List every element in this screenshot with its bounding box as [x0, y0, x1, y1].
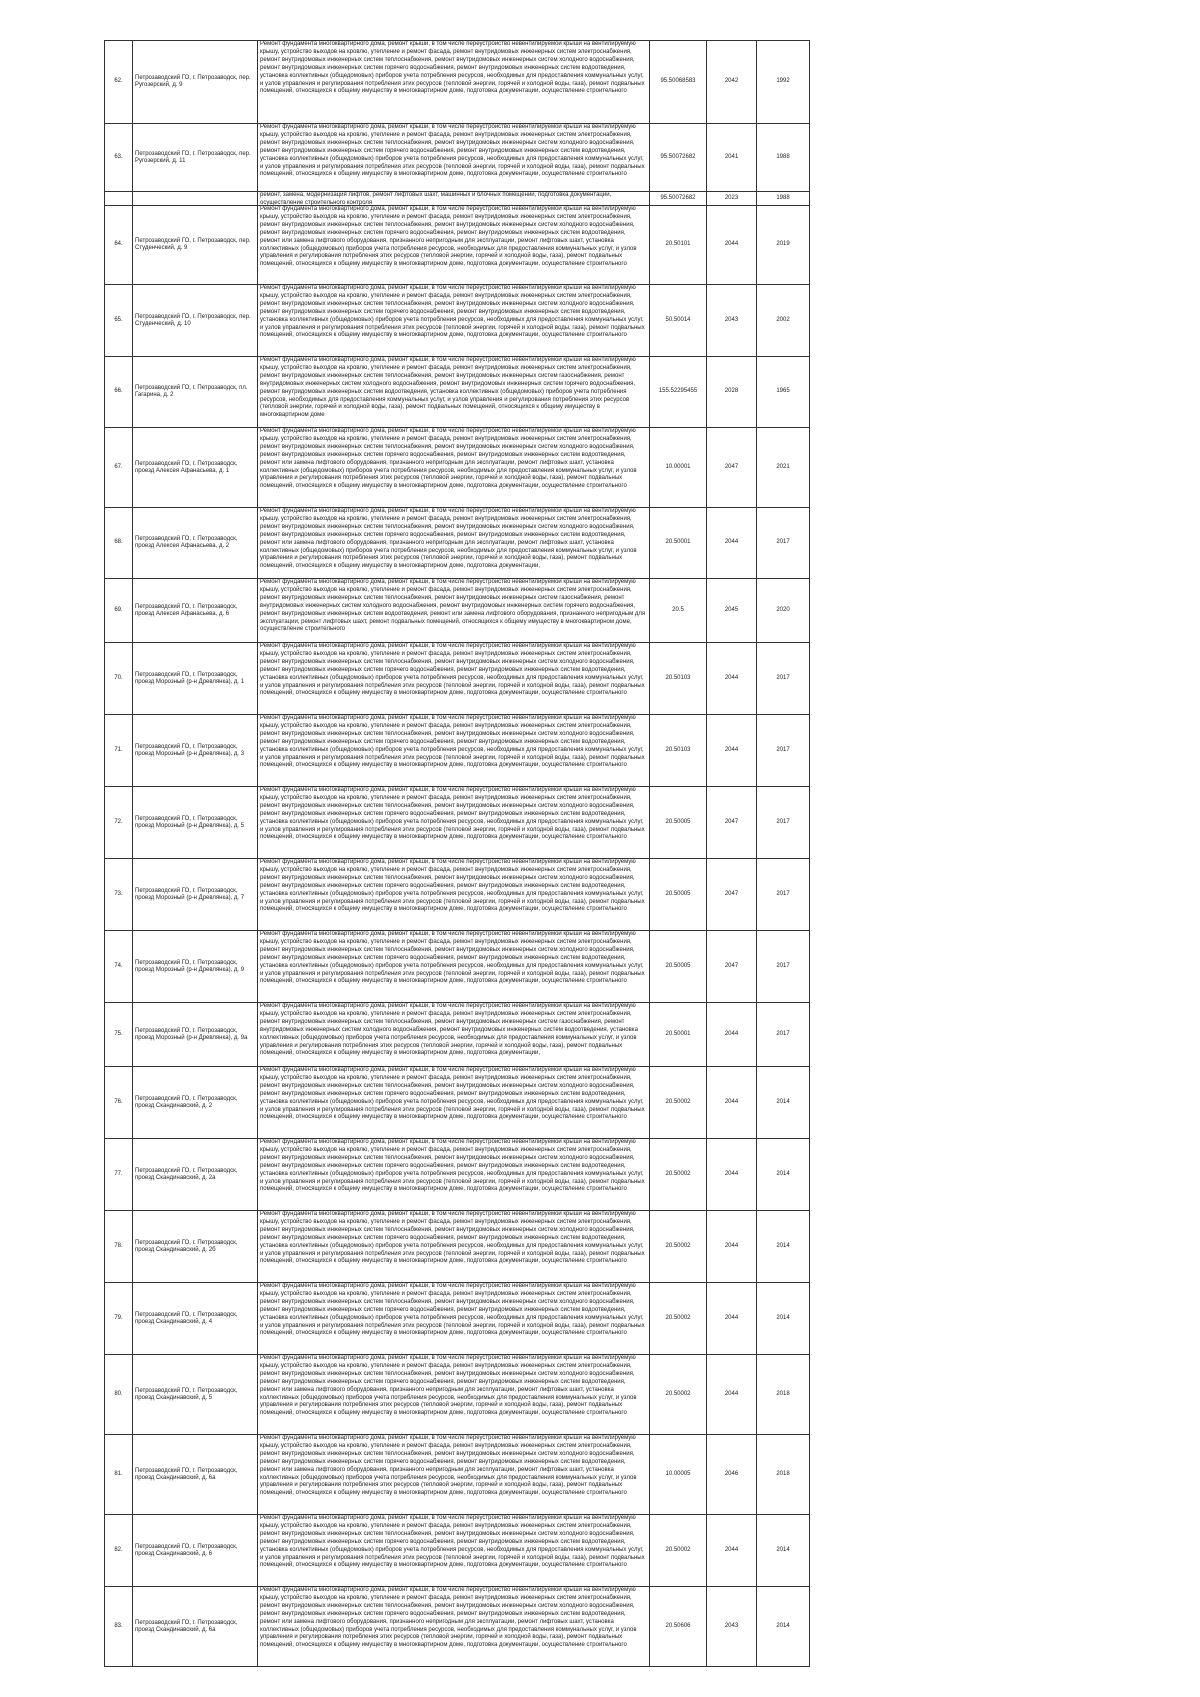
table-row [105, 428, 810, 508]
works-description-cell [258, 1435, 650, 1515]
table-row [105, 1003, 810, 1067]
planned-year-cell: 2044 [707, 1283, 757, 1355]
works-description-cell [258, 579, 650, 643]
works-description-text: Ремонт фундамента многоквартирного дома, ремонт крыши, в том числе переустройство невентилируемой крыши на вентилируемую крышу, устройство выходов на кровлю, утепление и ремонт фасада, ремонт внутридомовых инженерных систем электроснабжения, ремонт внутридомовых инженерных систем теплоснабжения, ремонт внутридомовых инженерных систем холодного водоснабжения, ремонт внутридомовых инженерных систем горячего водоснабжения, ремонт внутридомовых инженерных систем водоотведения, ремонт или замена лифтового оборудования, признанного непригодным для эксплуатации, ремонт лифтовых шахт, установка коллективных (общедомовых) приборов учета потребления ресурсов, необходимых для предоставления коммунальных услуг, и узлов управления и регулирования потребления этих ресурсов (тепловой энергии, горячей и холодной воды, газа), ремонт подвальных помещений, относящихся к общему имуществу в многоквартирном доме, подготовка документации, осуществление строительного [260, 206, 637, 268]
table-row [105, 787, 810, 859]
works-description-text: Ремонт фундамента многоквартирного дома, ремонт крыши, в том числе переустройство невентилируемой крыши на вентилируемую крышу, устройство выходов на кровлю, утепление и ремонт фасада, ремонт внутридомовых инженерных систем электроснабжения, ремонт внутридомовых инженерных систем теплоснабжения, ремонт внутридомовых инженерных систем холодного водоснабжения, ремонт внутридомовых инженерных систем горячего водоснабжения, ремонт внутридомовых инженерных систем водоотведения, ремонт или замена лифтового оборудования, признанного непригодным для эксплуатации, ремонт лифтовых шахт, установка коллективных (общедомовых) приборов учета потребления ресурсов, необходимых для предоставления коммунальных услуг, и узлов управления и регулирования потребления этих ресурсов (тепловой энергии, горячей и холодной воды, газа), ремонт подвальных помещений, относящихся к общему имуществу в многоквартирном доме, подготовка документации, [260, 508, 637, 570]
works-description-cell [258, 206, 650, 285]
table-row [105, 1435, 810, 1515]
works-description-cell [258, 1139, 650, 1211]
row-number: 63. [105, 124, 133, 192]
build-year-cell: 2017 [757, 787, 810, 859]
planned-year-cell: 2047 [707, 428, 757, 508]
works-description-text: Ремонт фундамента многоквартирного дома, ремонт крыши, в том числе переустройство невентилируемой крыши на вентилируемую крышу, устройство выходов на кровлю, утепление и ремонт фасада, ремонт внутридомовых инженерных систем электроснабжения, ремонт внутридомовых инженерных систем теплоснабжения, ремонт внутридомовых инженерных систем холодного водоснабжения, ремонт внутридомовых инженерных систем горячего водоснабжения, ремонт внутридомовых инженерных систем водоотведения, установка коллективных (общедомовых) приборов учета потребления ресурсов, необходимых для предоставления коммунальных услуг, и узлов управления и регулирования потребления этих ресурсов (тепловой энергии, горячей и холодной воды, газа), ремонт подвальных помещений, относящихся к общему имуществу в многоквартирном доме, подготовка документации, осуществление строительного [260, 1139, 645, 1193]
table-row [105, 1139, 810, 1211]
address-cell [133, 192, 258, 206]
address-cell: Петрозаводский ГО, г. Петрозаводск, проезд Скандинавский, д. 2 [133, 1067, 258, 1139]
works-description-cell [258, 643, 650, 715]
cost-cell: 20.50002 [650, 1139, 707, 1211]
planned-year-cell: 2045 [707, 579, 757, 643]
row-number: 77. [105, 1139, 133, 1211]
address-cell: Петрозаводский ГО, г. Петрозаводск, проезд Скандинавский, д. 4 [133, 1283, 258, 1355]
works-description-text: Ремонт фундамента многоквартирного дома, ремонт крыши, в том числе переустройство невентилируемой крыши на вентилируемую крышу, устройство выходов на кровлю, утепление и ремонт фасада, ремонт внутридомовых инженерных систем электроснабжения, ремонт внутридомовых инженерных систем теплоснабжения, ремонт внутридомовых инженерных систем холодного водоснабжения, ремонт внутридомовых инженерных систем горячего водоснабжения, ремонт внутридомовых инженерных систем водоотведения, установка коллективных (общедомовых) приборов учета потребления ресурсов, необходимых для предоставления коммунальных услуг, и узлов управления и регулирования потребления этих ресурсов (тепловой энергии, горячей и холодной воды, газа), ремонт подвальных помещений, относящихся к общему имуществу в многоквартирном доме, подготовка документации, осуществление строительного [260, 1283, 645, 1337]
planned-year-cell: 2044 [707, 643, 757, 715]
row-number: 73. [105, 859, 133, 931]
address-cell: Петрозаводский ГО, г. Петрозаводск, проезд Скандинавский, д. 5 [133, 1355, 258, 1435]
row-number: 79. [105, 1283, 133, 1355]
works-description-cell [258, 285, 650, 357]
cost-cell: 10.00001 [650, 428, 707, 508]
planned-year-cell: 2044 [707, 1515, 757, 1587]
table-row [105, 124, 810, 192]
row-number: 72. [105, 787, 133, 859]
address-cell: Петрозаводский ГО, г. Петрозаводск, проезд Скандинавский, д. 6 [133, 1515, 258, 1587]
build-year-cell: 2014 [757, 1067, 810, 1139]
build-year-cell: 2002 [757, 285, 810, 357]
row-number: 62. [105, 41, 133, 124]
row-number: 65. [105, 285, 133, 357]
planned-year-cell: 2044 [707, 1003, 757, 1067]
works-description-text: Ремонт фундамента многоквартирного дома, ремонт крыши, в том числе переустройство невентилируемой крыши на вентилируемую крышу, устройство выходов на кровлю, утепление и ремонт фасада, ремонт внутридомовых инженерных систем электроснабжения, ремонт внутридомовых инженерных систем теплоснабжения, ремонт внутридомовых инженерных систем холодного водоснабжения, ремонт внутридомовых инженерных систем горячего водоснабжения, ремонт внутридомовых инженерных систем водоотведения, установка коллективных (общедомовых) приборов учета потребления ресурсов, необходимых для предоставления коммунальных услуг, и узлов управления и регулирования потребления этих ресурсов (тепловой энергии, горячей и холодной воды, газа), ремонт подвальных помещений, относящихся к общему имуществу в многоквартирном доме, подготовка документации, осуществление строительного [260, 715, 645, 769]
works-description-text: Ремонт фундамента многоквартирного дома, ремонт крыши, в том числе переустройство невентилируемой крыши на вентилируемую крышу, устройство выходов на кровлю, утепление и ремонт фасада, ремонт внутридомовых инженерных систем электроснабжения, ремонт внутридомовых инженерных систем теплоснабжения, ремонт внутридомовых инженерных систем холодного водоснабжения, ремонт внутридомовых инженерных систем горячего водоснабжения, ремонт внутридомовых инженерных систем водоотведения, установка коллективных (общедомовых) приборов учета потребления ресурсов, необходимых для предоставления коммунальных услуг, и узлов управления и регулирования потребления этих ресурсов (тепловой энергии, горячей и холодной воды, газа), ремонт подвальных помещений, относящихся к общему имуществу в многоквартирном доме, подготовка документации, осуществление строительного [260, 859, 645, 913]
works-description-text: Ремонт фундамента многоквартирного дома, ремонт крыши, в том числе переустройство невентилируемой крыши на вентилируемую крышу, устройство выходов на кровлю, утепление и ремонт фасада, ремонт внутридомовых инженерных систем электроснабжения, ремонт внутридомовых инженерных систем теплоснабжения, ремонт внутридомовых инженерных систем холодного водоснабжения, ремонт внутридомовых инженерных систем горячего водоснабжения, ремонт внутридомовых инженерных систем водоотведения, установка коллективных (общедомовых) приборов учета потребления ресурсов, необходимых для предоставления коммунальных услуг, и узлов управления и регулирования потребления этих ресурсов (тепловой энергии, горячей и холодной воды, газа), ремонт подвальных помещений, относящихся к общему имуществу в многоквартирном доме, подготовка документации, осуществление строительного [260, 41, 645, 95]
works-description-cell [258, 1211, 650, 1283]
table-row [105, 41, 810, 124]
address-cell: Петрозаводский ГО, г. Петрозаводск, проезд Морозный (р-н Древлянка), д. 7 [133, 859, 258, 931]
address-cell: Петрозаводский ГО, г. Петрозаводск, проезд Скандинавский, д. 6а [133, 1587, 258, 1667]
table-row [105, 715, 810, 787]
cost-cell: 20.50001 [650, 508, 707, 579]
address-cell: Петрозаводский ГО, г. Петрозаводск, проезд Алексея Афанасьева, д. 6 [133, 579, 258, 643]
cost-cell: 95.50068583 [650, 41, 707, 124]
planned-year-cell: 2044 [707, 1139, 757, 1211]
works-description-cell [258, 787, 650, 859]
row-number: 83. [105, 1587, 133, 1667]
planned-year-cell: 2023 [707, 192, 757, 206]
row-number: 82. [105, 1515, 133, 1587]
cost-cell: 20.50606 [650, 1587, 707, 1667]
build-year-cell: 1988 [757, 124, 810, 192]
cost-cell: 20.50103 [650, 643, 707, 715]
works-description-text: Ремонт фундамента многоквартирного дома, ремонт крыши, в том числе переустройство невентилируемой крыши на вентилируемую крышу, устройство выходов на кровлю, утепление и ремонт фасада, ремонт внутридомовых инженерных систем электроснабжения, ремонт внутридомовых инженерных систем теплоснабжения, ремонт внутридомовых инженерных систем холодного водоснабжения, ремонт внутридомовых инженерных систем горячего водоснабжения, ремонт внутридомовых инженерных систем водоотведения, установка коллективных (общедомовых) приборов учета потребления ресурсов, необходимых для предоставления коммунальных услуг, и узлов управления и регулирования потребления этих ресурсов (тепловой энергии, горячей и холодной воды, газа), ремонт подвальных помещений, относящихся к общему имуществу в многоквартирном доме, подготовка документации, осуществление строительного [260, 124, 645, 178]
cost-cell: 20.50002 [650, 1283, 707, 1355]
build-year-cell: 2017 [757, 715, 810, 787]
row-number: 69. [105, 579, 133, 643]
planned-year-cell: 2044 [707, 1067, 757, 1139]
row-number: 80. [105, 1355, 133, 1435]
planned-year-cell: 2047 [707, 859, 757, 931]
cost-cell: 20.50005 [650, 787, 707, 859]
cost-cell: 95.50072682 [650, 192, 707, 206]
address-cell: Петрозаводский ГО, г. Петрозаводск, пер. Студенческий, д. 10 [133, 285, 258, 357]
table-row [105, 1211, 810, 1283]
cost-cell: 20.50103 [650, 715, 707, 787]
row-number: 64. [105, 206, 133, 285]
build-year-cell: 1988 [757, 192, 810, 206]
cost-cell: 50.50014 [650, 285, 707, 357]
works-description-text: Ремонт фундамента многоквартирного дома, ремонт крыши, в том числе переустройство невентилируемой крыши на вентилируемую крышу, устройство выходов на кровлю, утепление и ремонт фасада, ремонт внутридомовых инженерных систем электроснабжения, ремонт внутридомовых инженерных систем теплоснабжения, ремонт внутридомовых инженерных систем холодного водоснабжения, ремонт внутридомовых инженерных систем горячего водоснабжения, ремонт внутридомовых инженерных систем водоотведения, установка коллективных (общедомовых) приборов учета потребления ресурсов, необходимых для предоставления коммунальных услуг, и узлов управления и регулирования потребления этих ресурсов (тепловой энергии, горячей и холодной воды, газа), ремонт подвальных помещений, относящихся к общему имуществу в многоквартирном доме, подготовка документации, осуществление строительного [260, 787, 645, 841]
capital-repair-schedule-table [104, 40, 810, 1667]
row-number: 68. [105, 508, 133, 579]
build-year-cell: 2020 [757, 579, 810, 643]
address-cell: Петрозаводский ГО, г. Петрозаводск, проезд Морозный (р-н Древлянка), д. 9а [133, 1003, 258, 1067]
row-number: 75. [105, 1003, 133, 1067]
table-row [105, 357, 810, 428]
works-description-cell [258, 715, 650, 787]
address-cell: Петрозаводский ГО, г. Петрозаводск, пер. Студенческий, д. 9 [133, 206, 258, 285]
works-description-text: Ремонт фундамента многоквартирного дома, ремонт крыши, в том числе переустройство невентилируемой крыши на вентилируемую крышу, устройство выходов на кровлю, утепление и ремонт фасада, ремонт внутридомовых инженерных систем электроснабжения, ремонт внутридомовых инженерных систем теплоснабжения, ремонт внутридомовых инженерных систем холодного водоснабжения, ремонт внутридомовых инженерных систем горячего водоснабжения, ремонт внутридомовых инженерных систем водоотведения, установка коллективных (общедомовых) приборов учета потребления ресурсов, необходимых для предоставления коммунальных услуг, и узлов управления и регулирования потребления этих ресурсов (тепловой энергии, горячей и холодной воды, газа), ремонт подвальных помещений, относящихся к общему имуществу в многоквартирном доме, подготовка документации, осуществление строительного [260, 285, 645, 339]
works-description-text: Ремонт фундамента многоквартирного дома, ремонт крыши, в том числе переустройство невентилируемой крыши на вентилируемую крышу, устройство выходов на кровлю, утепление и ремонт фасада, ремонт внутридомовых инженерных систем электроснабжения, ремонт внутридомовых инженерных систем теплоснабжения, ремонт внутридомовых инженерных систем холодного водоснабжения, ремонт внутридомовых инженерных систем горячего водоснабжения, ремонт внутридомовых инженерных систем водоотведения, установка коллективных (общедомовых) приборов учета потребления ресурсов, необходимых для предоставления коммунальных услуг, и узлов управления и регулирования потребления этих ресурсов (тепловой энергии, горячей и холодной воды, газа), ремонт подвальных помещений, относящихся к общему имуществу в многоквартирном доме, подготовка документации, осуществление строительного [260, 643, 645, 697]
build-year-cell: 2018 [757, 1355, 810, 1435]
works-description-text: Ремонт фундамента многоквартирного дома, ремонт крыши, в том числе переустройство невентилируемой крыши на вентилируемую крышу, устройство выходов на кровлю, утепление и ремонт фасада, ремонт внутридомовых инженерных систем электроснабжения, ремонт внутридомовых инженерных систем теплоснабжения, ремонт внутридомовых инженерных систем холодного водоснабжения, ремонт внутридомовых инженерных систем горячего водоснабжения, ремонт внутридомовых инженерных систем водоотведения, ремонт или замена лифтового оборудования, признанного непригодным для эксплуатации, ремонт лифтовых шахт, установка коллективных (общедомовых) приборов учета потребления ресурсов, необходимых для предоставления коммунальных услуг, и узлов управления и регулирования потребления этих ресурсов (тепловой энергии, горячей и холодной воды, газа), ремонт подвальных помещений, относящихся к общему имуществу в многоквартирном доме, подготовка документации, осуществление строительного [260, 428, 637, 490]
planned-year-cell: 2044 [707, 715, 757, 787]
works-description-text: Ремонт фундамента многоквартирного дома, ремонт крыши, в том числе переустройство невентилируемой крыши на вентилируемую крышу, устройство выходов на кровлю, утепление и ремонт фасада, ремонт внутридомовых инженерных систем электроснабжения, ремонт внутридомовых инженерных систем теплоснабжения, ремонт внутридомовых инженерных систем холодного водоснабжения, ремонт внутридомовых инженерных систем горячего водоснабжения, ремонт внутридомовых инженерных систем водоотведения, ремонт или замена лифтового оборудования, признанного непригодным для эксплуатации, ремонт лифтовых шахт, установка коллективных (общедомовых) приборов учета потребления ресурсов, необходимых для предоставления коммунальных услуг, и узлов управления и регулирования потребления этих ресурсов (тепловой энергии, горячей и холодной воды, газа), ремонт подвальных помещений, относящихся к общему имуществу в многоквартирном доме, подготовка документации, осуществление строительного [260, 1587, 637, 1649]
works-description-text: Ремонт фундамента многоквартирного дома, ремонт крыши, в том числе переустройство невентилируемой крыши на вентилируемую крышу, устройство выходов на кровлю, утепление и ремонт фасада, ремонт внутридомовых инженерных систем электроснабжения, ремонт внутридомовых инженерных систем теплоснабжения, ремонт внутридомовых инженерных систем газоснабжения, ремонт внутридомовых инженерных систем холодного водоснабжения, ремонт внутридомовых инженерных систем горячего водоснабжения, ремонт внутридомовых инженерных систем водоотведения, ремонт или замена лифтового оборудования, признанного непригодным для эксплуатации, ремонт лифтовых шахт, ремонт подвальных помещений, относящихся к общему имуществу в многоквартирном доме, осуществление строительного [260, 579, 646, 633]
build-year-cell: 2014 [757, 1211, 810, 1283]
cost-cell: 20.50005 [650, 859, 707, 931]
works-description-text: Ремонт фундамента многоквартирного дома, ремонт крыши, в том числе переустройство невентилируемой крыши на вентилируемую крышу, устройство выходов на кровлю, утепление и ремонт фасада, ремонт внутридомовых инженерных систем электроснабжения, ремонт внутридомовых инженерных систем теплоснабжения, ремонт внутридомовых инженерных систем холодного водоснабжения, ремонт внутридомовых инженерных систем горячего водоснабжения, ремонт внутридомовых инженерных систем водоотведения, ремонт или замена лифтового оборудования, признанного непригодным для эксплуатации, ремонт лифтовых шахт, установка коллективных (общедомовых) приборов учета потребления ресурсов, необходимых для предоставления коммунальных услуг, и узлов управления и регулирования потребления этих ресурсов (тепловой энергии, горячей и холодной воды, газа), ремонт подвальных помещений, относящихся к общему имуществу в многоквартирном доме, подготовка документации, осуществление строительного [260, 1435, 637, 1497]
build-year-cell: 2019 [757, 206, 810, 285]
cost-cell: 20.5 [650, 579, 707, 643]
cost-cell: 20.50005 [650, 931, 707, 1003]
row-number: 66. [105, 357, 133, 428]
works-description-cell [258, 357, 650, 428]
planned-year-cell: 2043 [707, 1587, 757, 1667]
works-description-text: Ремонт фундамента многоквартирного дома, ремонт крыши, в том числе переустройство невентилируемой крыши на вентилируемую крышу, устройство выходов на кровлю, утепление и ремонт фасада, ремонт внутридомовых инженерных систем электроснабжения, ремонт внутридомовых инженерных систем теплоснабжения, ремонт внутридомовых инженерных систем газоснабжения, ремонт внутридомовых инженерных систем холодного водоснабжения, ремонт внутридомовых инженерных систем водоотведения, установка коллективных (общедомовых) приборов учета потребления ресурсов, необходимых для предоставления коммунальных услуг, и узлов управления и регулирования потребления этих ресурсов (тепловой энергии, горячей и холодной воды, газа), ремонт подвальных помещений, относящихся к общему имуществу в многоквартирном доме, подготовка документации, [260, 1003, 638, 1057]
table-row [105, 859, 810, 931]
build-year-cell: 2021 [757, 428, 810, 508]
works-description-text: ремонт, замена, модернизация лифтов, ремонт лифтовых шахт, машинных и блочных помещений, подготовка документации, осуществление строительного контроля [260, 192, 612, 205]
table-row [105, 206, 810, 285]
address-cell: Петрозаводский ГО, г. Петрозаводск, пер. Ругозерский, д. 9 [133, 41, 258, 124]
cost-cell: 20.50002 [650, 1515, 707, 1587]
table-row [105, 579, 810, 643]
cost-cell: 10.00005 [650, 1435, 707, 1515]
planned-year-cell: 2046 [707, 1435, 757, 1515]
address-cell: Петрозаводский ГО, г. Петрозаводск, проезд Алексея Афанасьева, д. 1 [133, 428, 258, 508]
row-number: 71. [105, 715, 133, 787]
table-row [105, 1587, 810, 1667]
address-cell: Петрозаводский ГО, г. Петрозаводск, проезд Морозный (р-н Древлянка), д. 5 [133, 787, 258, 859]
cost-cell: 95.50072682 [650, 124, 707, 192]
cost-cell: 20.50002 [650, 1067, 707, 1139]
build-year-cell: 2014 [757, 1283, 810, 1355]
build-year-cell: 1965 [757, 357, 810, 428]
table-row [105, 192, 810, 206]
planned-year-cell: 2042 [707, 41, 757, 124]
row-number: 67. [105, 428, 133, 508]
address-cell: Петрозаводский ГО, г. Петрозаводск, проезд Морозный (р-н Древлянка), д. 9 [133, 931, 258, 1003]
cost-cell: 20.50002 [650, 1355, 707, 1435]
build-year-cell: 2017 [757, 508, 810, 579]
row-number [105, 192, 133, 206]
address-cell: Петрозаводский ГО, г. Петрозаводск, проезд Морозный (р-н Древлянка), д. 1 [133, 643, 258, 715]
works-description-cell [258, 1355, 650, 1435]
address-cell: Петрозаводский ГО, г. Петрозаводск, проезд Морозный (р-н Древлянка), д. 3 [133, 715, 258, 787]
build-year-cell: 2017 [757, 1003, 810, 1067]
build-year-cell: 2014 [757, 1139, 810, 1211]
build-year-cell: 2017 [757, 859, 810, 931]
works-description-cell [258, 1067, 650, 1139]
works-description-cell [258, 1283, 650, 1355]
row-number: 74. [105, 931, 133, 1003]
address-cell: Петрозаводский ГО, г. Петрозаводск, пер. Ругозерский, д. 11 [133, 124, 258, 192]
row-number: 81. [105, 1435, 133, 1515]
works-description-text: Ремонт фундамента многоквартирного дома, ремонт крыши, в том числе переустройство невентилируемой крыши на вентилируемую крышу, устройство выходов на кровлю, утепление и ремонт фасада, ремонт внутридомовых инженерных систем электроснабжения, ремонт внутридомовых инженерных систем теплоснабжения, ремонт внутридомовых инженерных систем газоснабжения, ремонт внутридомовых инженерных систем холодного водоснабжения, ремонт внутридомовых инженерных систем горячего водоснабжения, ремонт внутридомовых инженерных систем водоотведения, установка коллективных (общедомовых) приборов учета потребления ресурсов, необходимых для предоставления коммунальных услуг, и узлов управления и регулирования потребления этих ресурсов (тепловой энергии, горячей и холодной воды, газа), ремонт подвальных помещений, относящихся к общему имуществу в многоквартирном доме [260, 357, 636, 419]
works-description-cell [258, 1003, 650, 1067]
planned-year-cell: 2047 [707, 787, 757, 859]
planned-year-cell: 2041 [707, 124, 757, 192]
planned-year-cell: 2044 [707, 508, 757, 579]
planned-year-cell: 2043 [707, 285, 757, 357]
works-description-cell [258, 1515, 650, 1587]
planned-year-cell: 2044 [707, 1355, 757, 1435]
build-year-cell: 1992 [757, 41, 810, 124]
cost-cell: 20.50002 [650, 1211, 707, 1283]
address-cell: Петрозаводский ГО, г. Петрозаводск, проезд Скандинавский, д. 6а [133, 1435, 258, 1515]
cost-cell: 20.50001 [650, 1003, 707, 1067]
works-description-text: Ремонт фундамента многоквартирного дома, ремонт крыши, в том числе переустройство невентилируемой крыши на вентилируемую крышу, устройство выходов на кровлю, утепление и ремонт фасада, ремонт внутридомовых инженерных систем электроснабжения, ремонт внутридомовых инженерных систем теплоснабжения, ремонт внутридомовых инженерных систем холодного водоснабжения, ремонт внутридомовых инженерных систем горячего водоснабжения, ремонт внутридомовых инженерных систем водоотведения, установка коллективных (общедомовых) приборов учета потребления ресурсов, необходимых для предоставления коммунальных услуг, и узлов управления и регулирования потребления этих ресурсов (тепловой энергии, горячей и холодной воды, газа), ремонт подвальных помещений, относящихся к общему имуществу в многоквартирном доме, подготовка документации, осуществление строительного [260, 1067, 645, 1121]
works-description-cell [258, 428, 650, 508]
works-description-cell [258, 859, 650, 931]
planned-year-cell: 2044 [707, 1211, 757, 1283]
cost-cell: 155.52295455 [650, 357, 707, 428]
build-year-cell: 2018 [757, 1435, 810, 1515]
works-description-cell [258, 931, 650, 1003]
works-description-cell [258, 41, 650, 124]
table-row [105, 285, 810, 357]
table-row [105, 1515, 810, 1587]
works-description-cell [258, 508, 650, 579]
build-year-cell: 2014 [757, 1587, 810, 1667]
planned-year-cell: 2028 [707, 357, 757, 428]
row-number: 70. [105, 643, 133, 715]
table-row [105, 1067, 810, 1139]
table-row [105, 1283, 810, 1355]
works-description-text: Ремонт фундамента многоквартирного дома, ремонт крыши, в том числе переустройство невентилируемой крыши на вентилируемую крышу, устройство выходов на кровлю, утепление и ремонт фасада, ремонт внутридомовых инженерных систем электроснабжения, ремонт внутридомовых инженерных систем теплоснабжения, ремонт внутридомовых инженерных систем холодного водоснабжения, ремонт внутридомовых инженерных систем горячего водоснабжения, ремонт внутридомовых инженерных систем водоотведения, установка коллективных (общедомовых) приборов учета потребления ресурсов, необходимых для предоставления коммунальных услуг, и узлов управления и регулирования потребления этих ресурсов (тепловой энергии, горячей и холодной воды, газа), ремонт подвальных помещений, относящихся к общему имуществу в многоквартирном доме, подготовка документации, осуществление строительного [260, 931, 645, 985]
build-year-cell: 2017 [757, 931, 810, 1003]
table-row [105, 931, 810, 1003]
address-cell: Петрозаводский ГО, г. Петрозаводск, пл. Гагарина, д. 2 [133, 357, 258, 428]
build-year-cell: 2017 [757, 643, 810, 715]
row-number: 76. [105, 1067, 133, 1139]
works-description-cell [258, 192, 650, 206]
table-row [105, 643, 810, 715]
works-description-text: Ремонт фундамента многоквартирного дома, ремонт крыши, в том числе переустройство невентилируемой крыши на вентилируемую крышу, устройство выходов на кровлю, утепление и ремонт фасада, ремонт внутридомовых инженерных систем электроснабжения, ремонт внутридомовых инженерных систем теплоснабжения, ремонт внутридомовых инженерных систем холодного водоснабжения, ремонт внутридомовых инженерных систем горячего водоснабжения, ремонт внутридомовых инженерных систем водоотведения, установка коллективных (общедомовых) приборов учета потребления ресурсов, необходимых для предоставления коммунальных услуг, и узлов управления и регулирования потребления этих ресурсов (тепловой энергии, горячей и холодной воды, газа), ремонт подвальных помещений, относящихся к общему имуществу в многоквартирном доме, подготовка документации, осуществление строительного [260, 1515, 645, 1569]
planned-year-cell: 2044 [707, 206, 757, 285]
row-number: 78. [105, 1211, 133, 1283]
works-description-cell [258, 1587, 650, 1667]
build-year-cell: 2014 [757, 1515, 810, 1587]
cost-cell: 20.50101 [650, 206, 707, 285]
table-row [105, 508, 810, 579]
address-cell: Петрозаводский ГО, г. Петрозаводск, проезд Скандинавский, д. 2а [133, 1139, 258, 1211]
works-description-text: Ремонт фундамента многоквартирного дома, ремонт крыши, в том числе переустройство невентилируемой крыши на вентилируемую крышу, устройство выходов на кровлю, утепление и ремонт фасада, ремонт внутридомовых инженерных систем электроснабжения, ремонт внутридомовых инженерных систем теплоснабжения, ремонт внутридомовых инженерных систем холодного водоснабжения, ремонт внутридомовых инженерных систем горячего водоснабжения, ремонт внутридомовых инженерных систем водоотведения, установка коллективных (общедомовых) приборов учета потребления ресурсов, необходимых для предоставления коммунальных услуг, и узлов управления и регулирования потребления этих ресурсов (тепловой энергии, горячей и холодной воды, газа), ремонт подвальных помещений, относящихся к общему имуществу в многоквартирном доме, подготовка документации, осуществление строительного [260, 1211, 645, 1265]
planned-year-cell: 2047 [707, 931, 757, 1003]
table-row [105, 1355, 810, 1435]
table-body [105, 41, 810, 1667]
address-cell: Петрозаводский ГО, г. Петрозаводск, проезд Скандинавский, д. 2б [133, 1211, 258, 1283]
works-description-cell [258, 124, 650, 192]
address-cell: Петрозаводский ГО, г. Петрозаводск, проезд Алексея Афанасьева, д. 2 [133, 508, 258, 579]
works-description-text: Ремонт фундамента многоквартирного дома, ремонт крыши, в том числе переустройство невентилируемой крыши на вентилируемую крышу, устройство выходов на кровлю, утепление и ремонт фасада, ремонт внутридомовых инженерных систем электроснабжения, ремонт внутридомовых инженерных систем теплоснабжения, ремонт внутридомовых инженерных систем холодного водоснабжения, ремонт внутридомовых инженерных систем горячего водоснабжения, ремонт внутридомовых инженерных систем водоотведения, ремонт или замена лифтового оборудования, признанного непригодным для эксплуатации, ремонт лифтовых шахт, установка коллективных (общедомовых) приборов учета потребления ресурсов, необходимых для предоставления коммунальных услуг, и узлов управления и регулирования потребления этих ресурсов (тепловой энергии, горячей и холодной воды, газа), ремонт подвальных помещений, относящихся к общему имуществу в многоквартирном доме, подготовка документации, осуществление строительного [260, 1355, 637, 1417]
